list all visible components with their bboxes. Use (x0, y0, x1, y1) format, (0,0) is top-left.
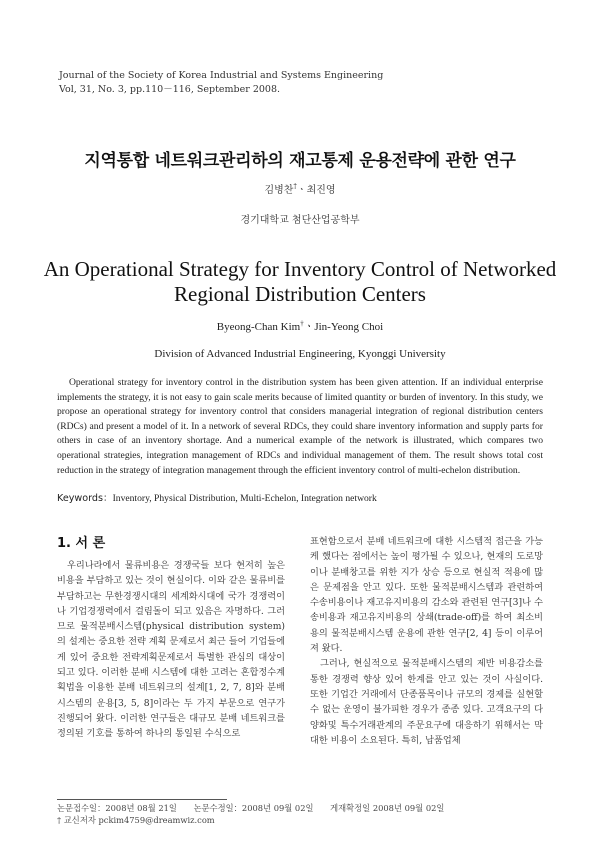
journal-header (59, 69, 383, 97)
body-left-column (57, 558, 285, 742)
english-authors (0, 318, 600, 334)
received-date: 논문접수일：2008년 08월 21일 (57, 803, 177, 813)
revised-date: 논문수정일：2008년 09월 02일 (193, 803, 314, 813)
english-author-2: ㆍJin-Yeong Choi (303, 321, 384, 333)
body-paragraph: 표현함으로서 분배 네트워크에 대한 시스템적 접근을 가능케 했다는 점에서는 높이 평가될 수 있으나, 현재의 도로망이나 분배창고를 위한 지가 상승 등으로 현실적 적용에 많은 문제점을 안고 있다. 또한 물적분배시스템과 관련하여 수송비용이나 재고유지비용의 감소와 관련된 연구[3]나 수송비용과 재고유지비용의 상쇄(trade-off)를 하여 최소비용의 물적분배시스템 운용에 관한 연구[2, 4] 등이 이루어져 왔다. (310, 536, 543, 655)
korean-author-1: 김병찬 (264, 185, 294, 196)
english-author-1: Byeong-Chan Kim (216, 321, 301, 333)
korean-title: 지역통합 네트워크관리하의 재고통제 운용전략에 관한 연구 (84, 151, 516, 171)
body-right-column (310, 534, 543, 748)
body-paragraph: 그러나, 현실적으로 물적분배시스템의 제반 비용감소를 통한 경쟁력 향상 있어 한계를 안고 있는 것이 사실이다. 또한 기업간 거래에서 단종품목이나 규모의 경제를 실현할 수 없는 운영이 불가피한 경우가 종종 있다. 고객요구의 다양화및 특수거래관계의 주문요구에 대응하기 위해서는 막대한 비용이 소요된다. 특히, 납품업체 (310, 658, 543, 746)
english-title-line-1: An Operational Strategy for Inventory Control of Networked (43, 257, 557, 281)
journal-volume: Vol, 31, No. 3, pp.110－116, September 2008. (59, 84, 281, 95)
english-affiliation: Division of Advanced Industrial Engineering, Kyonggi University (154, 348, 446, 360)
keywords-text: ：Inventory, Physical Distribution, Multi-Echelon, Integration network (102, 493, 377, 504)
english-title-line-2: Regional Distribution Centers (174, 282, 426, 306)
korean-authors (0, 181, 600, 196)
footnote-divider (57, 799, 227, 800)
abstract (57, 376, 543, 478)
korean-affiliation: 경기대학교 첨단산업공학부 (240, 215, 360, 226)
keywords-label: Keywords (57, 493, 103, 504)
keywords (57, 490, 377, 504)
accepted-date: 게재확정일 2008년 09월 02일 (330, 803, 445, 813)
footnote (57, 803, 458, 826)
body-paragraph: 우리나라에서 물류비용은 경쟁국들 보다 현저히 높은 비용을 부담하고 있는 것이 현실이다. 이와 같은 물류비를 부담하고는 무한경쟁시대의 세계화시대에 국가 경쟁력이나 기업경쟁력에서 걸림돌이 되고 있음은 자명하다. 그러므로 물적분배시스템(physical distribution system) 의 설계는 중요한 전략 계획 문제로서 최근 들어 기업들에게 있어 중요한 전략계획문제로서 특별한 관심의 대상이 되고 있다. 이러한 분배 시스템에 대한 고려는 혼합정수계획법을 이용한 분배 네트워크의 설계[1, 2, 7, 8]와 분배시스템의 운용[3, 5, 8]이라는 두 가지 부문으로 연구가 진행되어 왔다. 이러한 연구들은 대규모 분배 네트워크를 정의된 기호를 통하여 하나의 통일된 수식으로 (57, 560, 285, 740)
section-title: 1. 서 론 (57, 536, 106, 551)
korean-author-2: ㆍ최진영 (296, 185, 336, 196)
corresponding-mark-en: † (300, 319, 304, 328)
corresponding-author: † 교신저자 pckim4759@dreamwiz.com (57, 814, 215, 825)
abstract-text: Operational strategy for inventory control in the distribution system has been given attention. If an individual enterprise implements the strategy, it is not easy to gain scale merits because of limited quantity or burden of inventory. In this study, we propose an operational strategy for inventory control that considers managerial integration of regional distribution centers (RDCs) and present a model of it. In a network of several RDCs, they could share inventory information and supply parts for others in case of an inventory shortage. And a numerical example of the network is illustrated, which compares two operational strategies, integration management of RDCs and individual management of them. The result shows total cost reduction in the strategy of integration management through the efficient inventory control of multi-echelon distribution. (57, 377, 543, 476)
journal-name: Journal of the Society of Korea Industrial and Systems Engineering (59, 70, 384, 81)
corresponding-mark: † (293, 182, 297, 191)
english-title (0, 257, 600, 307)
